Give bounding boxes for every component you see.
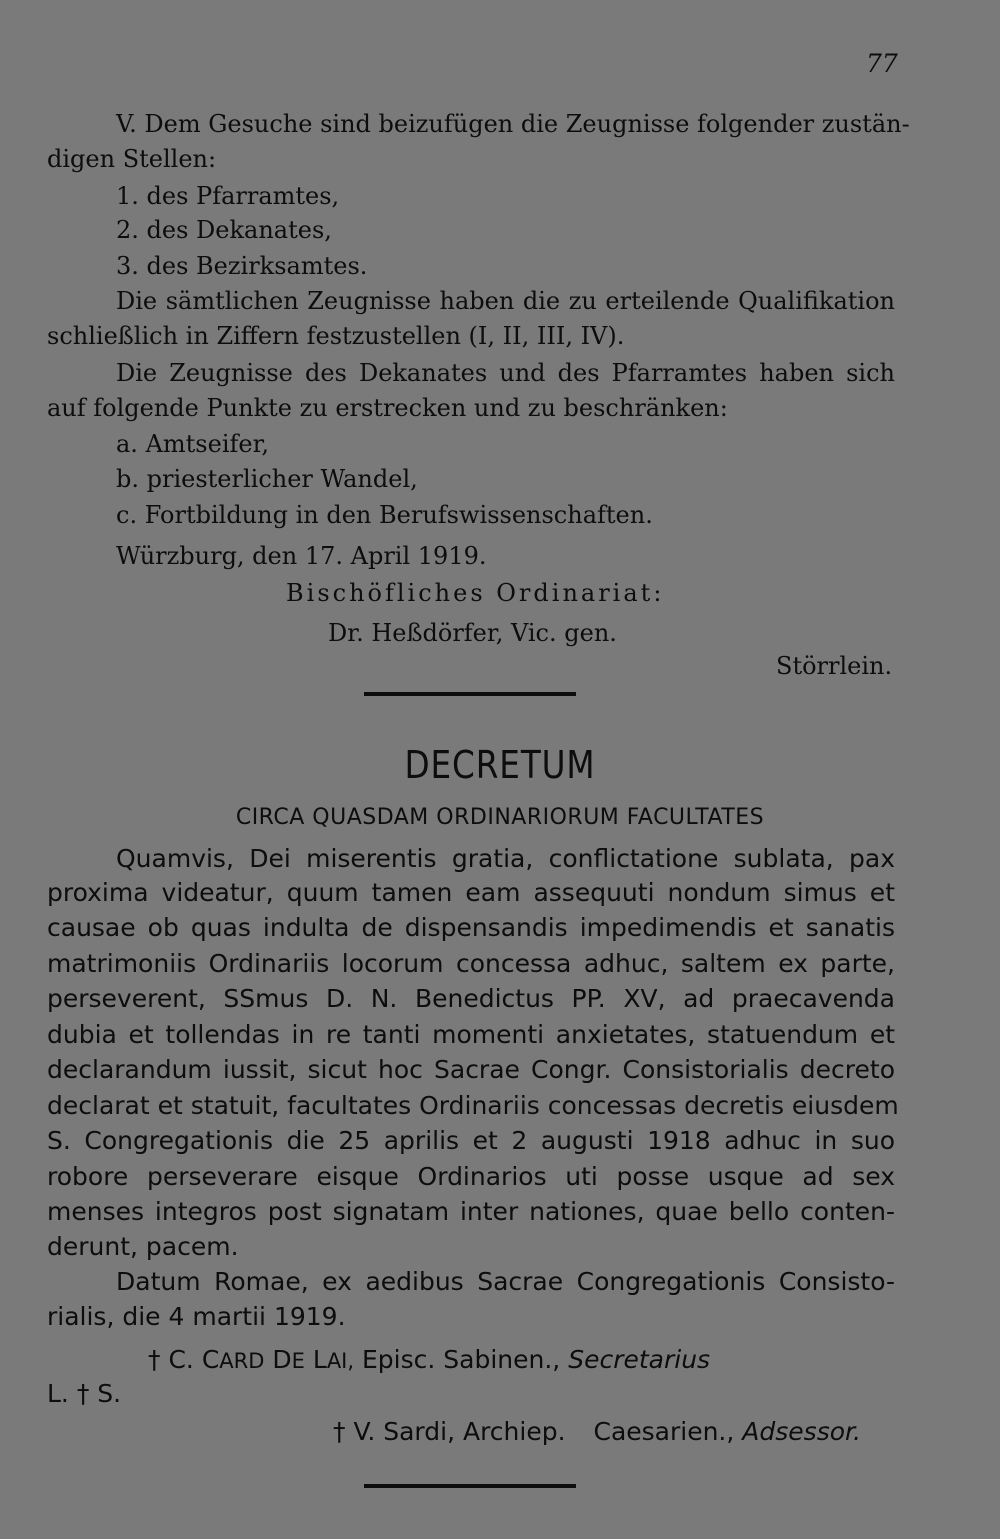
decree-title: DECRETUM	[404, 743, 596, 787]
ordinariat-heading: Bischöfliches Ordinariat:	[286, 579, 665, 607]
separator-rule-top	[364, 692, 576, 696]
decree-body-line: declarat et statuit, facultates Ordinariis concessas decretis eiusdem	[47, 1091, 899, 1120]
point-fortbildung: c. Fortbildung in den Berufswissenschaften.	[116, 501, 653, 529]
point-amtseifer: a. Amtseifer,	[116, 430, 270, 458]
decree-subtitle: CIRCA QUASDAM ORDINARIORUM FACULTATES	[235, 805, 765, 830]
decree-body-line: derunt, pacem.	[47, 1232, 239, 1261]
name-de: DE	[272, 1345, 305, 1374]
list-item-dekanat: 2. des Dekanates,	[116, 216, 332, 244]
cross-symbol: †	[148, 1345, 161, 1374]
place-sabinen: Episc. Sabinen.,	[362, 1345, 561, 1374]
point-wandel: b. priesterlicher Wandel,	[116, 465, 418, 493]
title-card: CARD	[201, 1345, 265, 1374]
date-line: Würzburg, den 17. April 1919.	[116, 542, 487, 570]
role-adsessor: Adsessor.	[742, 1417, 861, 1446]
decree-body-line: menses integros post signatam inter nationes, quae bello conten-	[47, 1197, 895, 1226]
datum-line-1: Datum Romae, ex aedibus Sacrae Congregationis Consisto-	[116, 1267, 895, 1296]
paragraph-v-line-2: digen Stellen:	[47, 145, 217, 173]
paragraph-zeugnisse-line-1: Die Zeugnisse des Dekanates und des Pfarramtes haben sich	[116, 359, 895, 387]
datum-line-2: rialis, die 4 martii 1919.	[47, 1302, 346, 1331]
name-sardi: V. Sardi, Archiep.	[353, 1417, 566, 1446]
paragraph-v-line-1: V. Dem Gesuche sind beizufügen die Zeugnisse folgender zustän-	[116, 110, 910, 138]
decree-body-line: declarandum iussit, sicut hoc Sacrae Congr. Consistorialis decreto	[47, 1055, 895, 1084]
signer-clerk: Störrlein.	[776, 652, 893, 680]
initial-c: C.	[168, 1345, 194, 1374]
cross-symbol: †	[333, 1417, 346, 1446]
decree-body-line: proxima videatur, quum tamen eam assequuti nondum simus et	[47, 878, 895, 907]
decree-body-line: matrimoniis Ordinariis locorum concessa adhuc, saltem ex parte,	[47, 949, 895, 978]
name-lai: LAI,	[312, 1345, 355, 1374]
list-item-bezirksamt: 3. des Bezirksamtes.	[116, 252, 368, 280]
paragraph-qualifikation-line-2: schließlich in Ziffern festzustellen (I, II, III, IV).	[47, 322, 625, 350]
separator-rule-bottom	[364, 1484, 576, 1488]
decree-body-line: Quamvis, Dei miserentis gratia, conflictatione sublata, pax	[116, 844, 895, 873]
decree-body-line: robore perseverare eisque Ordinarios uti posse usque ad sex	[47, 1162, 895, 1191]
decree-body-line: dubia et tollendas in re tanti momenti anxietates, statuendum et	[47, 1020, 895, 1049]
signer-vicar-general: Dr. Heßdörfer, Vic. gen.	[328, 619, 617, 647]
place-caesarien: Caesarien.,	[593, 1417, 735, 1446]
decree-body-line: S. Congregationis die 25 aprilis et 2 augusti 1918 adhuc in suo	[47, 1126, 895, 1155]
paragraph-zeugnisse-line-2: auf folgende Punkte zu erstrecken und zu beschränken:	[47, 394, 728, 422]
page-number: 77	[866, 49, 898, 78]
decree-body-line: causae ob quas indulta de dispensandis impedimendis et sanatis	[47, 913, 895, 942]
signature-assessor	[333, 1416, 861, 1448]
list-item-pfarramt: 1. des Pfarramtes,	[116, 182, 340, 210]
seal-mark: L. † S.	[47, 1379, 122, 1408]
paragraph-qualifikation-line-1: Die sämtlichen Zeugnisse haben die zu erteilende Qualifikation	[116, 287, 895, 315]
role-secretarius: Secretarius	[568, 1345, 711, 1374]
decree-body-line: perseverent, SSmus D. N. Benedictus PP. XV, ad praecavenda	[47, 984, 895, 1013]
signature-secretary	[148, 1344, 710, 1377]
